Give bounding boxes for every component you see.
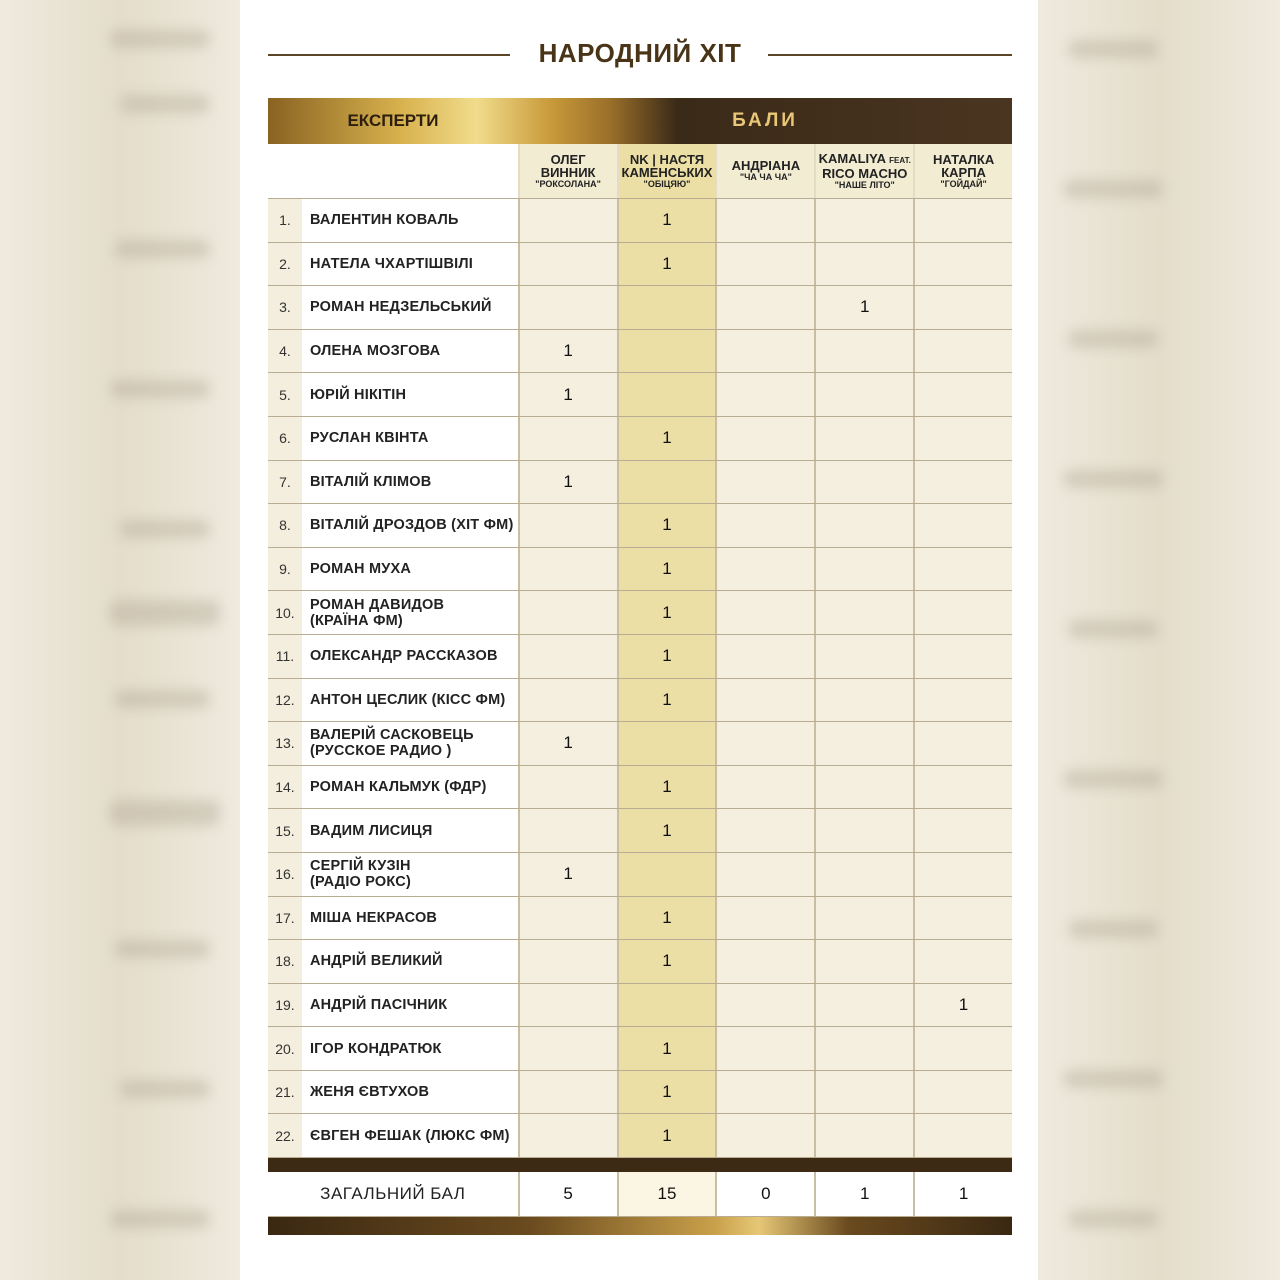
vote-cell — [913, 809, 1012, 852]
vote-cell — [814, 417, 913, 460]
vote-cell — [814, 853, 913, 896]
row-number: 14. — [268, 766, 302, 809]
expert-name: ОЛЕНА МОЗГОВА — [302, 330, 518, 373]
vote-cell — [518, 417, 617, 460]
row-number: 17. — [268, 897, 302, 940]
row-number: 22. — [268, 1114, 302, 1157]
vote-cell — [715, 417, 814, 460]
table-row — [268, 853, 1012, 897]
blurred-background-left — [0, 0, 240, 1280]
vote-cell — [814, 504, 913, 547]
table-row — [268, 373, 1012, 417]
vote-cell — [715, 504, 814, 547]
vote-cell: 1 — [518, 373, 617, 416]
vote-cell — [814, 373, 913, 416]
expert-name: МІША НЕКРАСОВ — [302, 897, 518, 940]
vote-cell — [617, 373, 716, 416]
vote-cell: 1 — [518, 330, 617, 373]
vote-cell — [715, 722, 814, 765]
vote-cell — [715, 1071, 814, 1114]
experts-header: ЕКСПЕРТИ — [347, 111, 439, 130]
expert-name: РОМАН НЕДЗЕЛЬСЬКИЙ — [302, 286, 518, 329]
table-row — [268, 504, 1012, 548]
vote-cell — [715, 461, 814, 504]
column-header-vynnyk: ОЛЕГ ВИННИК "РОКСОЛАНА" — [518, 144, 617, 198]
vote-cell — [715, 809, 814, 852]
column-header-kamenskykh: NK | НАСТЯ КАМЕНСЬКИХ "ОБІЦЯЮ" — [617, 144, 716, 198]
vote-cell — [518, 1071, 617, 1114]
vote-cell — [913, 1071, 1012, 1114]
vote-cell — [518, 897, 617, 940]
expert-name: ОЛЕКСАНДР РАССКАЗОВ — [302, 635, 518, 678]
footer-bar — [268, 1217, 1012, 1235]
vote-cell — [518, 679, 617, 722]
vote-cell — [518, 1027, 617, 1070]
vote-cell — [814, 591, 913, 634]
row-number: 20. — [268, 1027, 302, 1070]
expert-name: ВАЛЕРІЙ САСКОВЕЦЬ (РУССКОЕ РАДИО ) — [302, 722, 518, 765]
vote-cell — [814, 809, 913, 852]
table-row — [268, 417, 1012, 461]
vote-cell — [814, 635, 913, 678]
vote-cell — [913, 940, 1012, 983]
row-number: 18. — [268, 940, 302, 983]
vote-cell — [715, 853, 814, 896]
row-number: 6. — [268, 417, 302, 460]
vote-cell — [814, 461, 913, 504]
vote-cell: 1 — [617, 635, 716, 678]
vote-cell — [715, 548, 814, 591]
vote-cell — [814, 1027, 913, 1070]
vote-cell — [814, 330, 913, 373]
vote-cell — [913, 330, 1012, 373]
vote-cell — [913, 766, 1012, 809]
row-number: 1. — [268, 199, 302, 242]
expert-name: ВІТАЛІЙ КЛІМОВ — [302, 461, 518, 504]
vote-cell — [518, 548, 617, 591]
vote-cell — [518, 984, 617, 1027]
vote-cell: 1 — [913, 984, 1012, 1027]
row-number: 15. — [268, 809, 302, 852]
total-value: 15 — [617, 1172, 716, 1216]
vote-cell — [715, 984, 814, 1027]
expert-name: ВАДИМ ЛИСИЦЯ — [302, 809, 518, 852]
row-number: 5. — [268, 373, 302, 416]
vote-cell — [715, 1027, 814, 1070]
vote-cell — [913, 722, 1012, 765]
vote-cell — [913, 853, 1012, 896]
vote-cell: 1 — [617, 548, 716, 591]
total-row — [268, 1172, 1012, 1217]
vote-cell — [814, 199, 913, 242]
vote-cell — [814, 766, 913, 809]
vote-cell — [913, 591, 1012, 634]
expert-name: НАТЕЛА ЧХАРТІШВІЛІ — [302, 243, 518, 286]
expert-name: РОМАН ДАВИДОВ (КРАЇНА ФМ) — [302, 591, 518, 634]
vote-cell — [913, 199, 1012, 242]
row-number: 9. — [268, 548, 302, 591]
row-number: 11. — [268, 635, 302, 678]
vote-cell — [814, 984, 913, 1027]
row-number: 8. — [268, 504, 302, 547]
expert-name: ЮРІЙ НІКІТІН — [302, 373, 518, 416]
total-separator — [268, 1158, 1012, 1172]
document-page — [240, 0, 1038, 1280]
vote-cell — [518, 1114, 617, 1157]
row-number: 7. — [268, 461, 302, 504]
vote-cell — [617, 722, 716, 765]
table-header-bar — [268, 98, 1012, 144]
expert-name: ВІТАЛІЙ ДРОЗДОВ (ХІТ ФМ) — [302, 504, 518, 547]
row-number: 13. — [268, 722, 302, 765]
vote-cell — [913, 1027, 1012, 1070]
vote-cell — [814, 243, 913, 286]
vote-cell — [913, 504, 1012, 547]
vote-cell — [913, 243, 1012, 286]
total-value: 5 — [518, 1172, 617, 1216]
vote-cell — [913, 461, 1012, 504]
votes-table — [268, 98, 1012, 1235]
row-number: 4. — [268, 330, 302, 373]
vote-cell — [518, 940, 617, 983]
expert-name: ЖЕНЯ ЄВТУХОВ — [302, 1071, 518, 1114]
vote-cell — [715, 243, 814, 286]
expert-name: РУСЛАН КВІНТА — [302, 417, 518, 460]
row-number: 2. — [268, 243, 302, 286]
vote-cell — [518, 766, 617, 809]
title-divider-right — [768, 54, 1012, 56]
table-row — [268, 722, 1012, 766]
row-number: 16. — [268, 853, 302, 896]
vote-cell — [814, 940, 913, 983]
table-row — [268, 1027, 1012, 1071]
vote-cell — [814, 548, 913, 591]
table-row — [268, 286, 1012, 330]
expert-name: АНДРІЙ ПАСІЧНИК — [302, 984, 518, 1027]
table-row — [268, 635, 1012, 679]
vote-cell — [518, 199, 617, 242]
vote-cell — [814, 679, 913, 722]
table-row — [268, 1071, 1012, 1115]
vote-cell: 1 — [617, 199, 716, 242]
vote-cell: 1 — [617, 679, 716, 722]
expert-name: ВАЛЕНТИН КОВАЛЬ — [302, 199, 518, 242]
column-header-andriana: АНДРІАНА "ЧА ЧА ЧА" — [715, 144, 814, 198]
expert-name: СЕРГІЙ КУЗІН (РАДІО РОКС) — [302, 853, 518, 896]
vote-cell — [913, 679, 1012, 722]
expert-name: АНТОН ЦЕСЛИК (КІСС ФМ) — [302, 679, 518, 722]
title-row — [268, 36, 1012, 72]
vote-cell — [617, 984, 716, 1027]
table-row — [268, 330, 1012, 374]
expert-name: ЄВГЕН ФЕШАК (ЛЮКС ФМ) — [302, 1114, 518, 1157]
column-header-kamaliya: KAMALIYA FEAT. RICO MACHO "НАШЕ ЛІТО" — [814, 144, 913, 198]
vote-cell — [715, 373, 814, 416]
vote-cell — [518, 809, 617, 852]
table-row — [268, 984, 1012, 1028]
total-label: ЗАГАЛЬНИЙ БАЛ — [320, 1184, 466, 1204]
vote-cell — [617, 330, 716, 373]
table-row — [268, 897, 1012, 941]
vote-cell — [715, 1114, 814, 1157]
row-number: 19. — [268, 984, 302, 1027]
vote-cell — [715, 199, 814, 242]
vote-cell — [617, 286, 716, 329]
vote-cell — [913, 1114, 1012, 1157]
vote-cell — [715, 679, 814, 722]
vote-cell — [715, 766, 814, 809]
expert-rows — [268, 198, 1012, 1158]
table-row — [268, 243, 1012, 287]
total-value: 0 — [715, 1172, 814, 1216]
vote-cell: 1 — [617, 1071, 716, 1114]
vote-cell — [715, 591, 814, 634]
expert-name: РОМАН КАЛЬМУК (ФДР) — [302, 766, 518, 809]
vote-cell: 1 — [617, 243, 716, 286]
vote-cell — [715, 635, 814, 678]
vote-cell: 1 — [518, 722, 617, 765]
vote-cell — [913, 286, 1012, 329]
table-row — [268, 766, 1012, 810]
table-row — [268, 809, 1012, 853]
vote-cell — [814, 1071, 913, 1114]
vote-cell — [913, 373, 1012, 416]
vote-cell: 1 — [617, 766, 716, 809]
table-row — [268, 591, 1012, 635]
row-number: 21. — [268, 1071, 302, 1114]
vote-cell — [617, 461, 716, 504]
expert-name: РОМАН МУХА — [302, 548, 518, 591]
vote-cell: 1 — [617, 809, 716, 852]
total-value: 1 — [814, 1172, 913, 1216]
vote-cell — [617, 853, 716, 896]
vote-cell: 1 — [617, 591, 716, 634]
column-headers — [268, 144, 1012, 198]
expert-name: АНДРІЙ ВЕЛИКИЙ — [302, 940, 518, 983]
blurred-background-right — [1038, 0, 1280, 1280]
row-number: 10. — [268, 591, 302, 634]
vote-cell — [814, 897, 913, 940]
vote-cell — [518, 243, 617, 286]
table-row — [268, 461, 1012, 505]
vote-cell: 1 — [617, 417, 716, 460]
vote-cell — [518, 635, 617, 678]
scores-header: БАЛИ — [732, 110, 798, 131]
row-number: 3. — [268, 286, 302, 329]
vote-cell — [814, 722, 913, 765]
table-row — [268, 679, 1012, 723]
vote-cell — [715, 897, 814, 940]
table-row — [268, 199, 1012, 243]
vote-cell — [814, 1114, 913, 1157]
vote-cell — [518, 591, 617, 634]
page-title: НАРОДНИЙ ХІТ — [538, 38, 742, 68]
total-value: 1 — [913, 1172, 1012, 1216]
row-number: 12. — [268, 679, 302, 722]
vote-cell — [518, 286, 617, 329]
vote-cell — [715, 286, 814, 329]
vote-cell: 1 — [617, 897, 716, 940]
vote-cell: 1 — [617, 504, 716, 547]
vote-cell — [715, 940, 814, 983]
vote-cell — [715, 330, 814, 373]
table-row — [268, 1114, 1012, 1158]
column-header-karpa: НАТАЛКА КАРПА "ГОЙДАЙ" — [913, 144, 1012, 198]
vote-cell — [518, 504, 617, 547]
table-row — [268, 548, 1012, 592]
vote-cell: 1 — [814, 286, 913, 329]
vote-cell — [913, 635, 1012, 678]
vote-cell: 1 — [518, 461, 617, 504]
vote-cell — [913, 897, 1012, 940]
vote-cell: 1 — [617, 1027, 716, 1070]
vote-cell: 1 — [617, 1114, 716, 1157]
expert-name: ІГОР КОНДРАТЮК — [302, 1027, 518, 1070]
vote-cell — [913, 417, 1012, 460]
table-row — [268, 940, 1012, 984]
vote-cell: 1 — [518, 853, 617, 896]
vote-cell — [913, 548, 1012, 591]
vote-cell: 1 — [617, 940, 716, 983]
